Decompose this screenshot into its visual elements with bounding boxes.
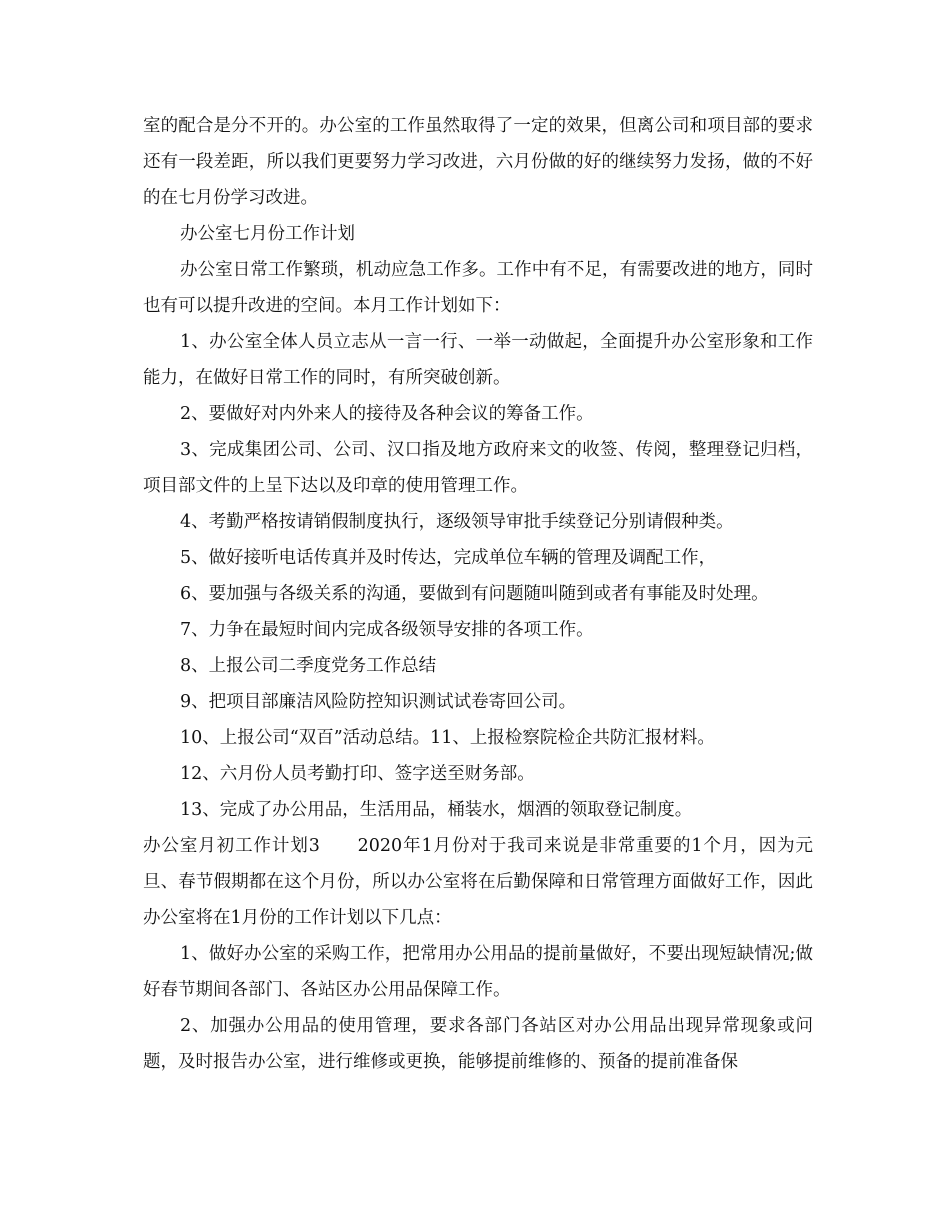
paragraph-intro: 办公室日常工作繁琐，机动应急工作多。工作中有不足，有需要改进的地方，同时也有可以提升改进的空间。本月工作计划如下： [143, 260, 813, 316]
list-item: 2、加强办公用品的使用管理，要求各部门各站区对办公用品出现异常现象或问题，及时报告办公室，进行维修或更换，能够提前维修的、预备的提前准备保 [143, 1016, 813, 1072]
paragraph-continuation: 室的配合是分不开的。办公室的工作虽然取得了一定的效果，但离公司和项目部的要求还有一段差距，所以我们更要努力学习改进，六月份做的好的继续努力发扬，做的不好的在七月份学习改进。 [143, 116, 813, 208]
list-item: 8、上报公司二季度党务工作总结 [180, 656, 437, 676]
list-item: 1、办公室全体人员立志从一言一行、一举一动做起，全面提升办公室形象和工作能力，在做好日常工作的同时，有所突破创新。 [143, 332, 813, 388]
section-heading-jan-plan: 办公室月初工作计划3 2020年1月份对于我司来说是非常重要的1个月，因为元旦、春节假期都在这个月份，所以办公室将在后勤保障和日常管理方面做好工作，因此办公室将在1月份的工作计划以下几点： [143, 836, 813, 928]
list-item: 5、做好接听电话传真并及时传达，完成单位车辆的管理及调配工作， [180, 548, 717, 568]
list-item: 9、把项目部廉洁风险防控知识测试试卷寄回公司。 [180, 692, 577, 712]
document-body [143, 108, 813, 1080]
section-heading-july-plan: 办公室七月份工作计划 [180, 224, 355, 244]
list-item: 4、考勤严格按请销假制度执行，逐级领导审批手续登记分别请假种类。 [180, 512, 734, 532]
list-item: 7、力争在最短时间内完成各级领导安排的各项工作。 [180, 620, 594, 640]
list-item: 2、要做好对内外来人的接待及各种会议的筹备工作。 [180, 404, 594, 424]
list-item: 3、完成集团公司、公司、汉口指及地方政府来文的收签、传阅，整理登记归档，项目部文件的上呈下达以及印章的使用管理工作。 [143, 440, 813, 496]
list-item: 1、做好办公室的采购工作，把常用办公用品的提前量做好，不要出现短缺情况;做好春节期间各部门、各站区办公用品保障工作。 [143, 944, 813, 1000]
list-item: 12、六月份人员考勤打印、签字送至财务部。 [180, 764, 535, 784]
list-item: 10、上报公司“双百”活动总结。11、上报检察院检企共防汇报材料。 [180, 728, 715, 748]
list-item: 6、要加强与各级关系的沟通，要做到有问题随叫随到或者有事能及时处理。 [180, 584, 769, 604]
list-item: 13、完成了办公用品，生活用品，桶装水，烟酒的领取登记制度。 [180, 800, 693, 820]
